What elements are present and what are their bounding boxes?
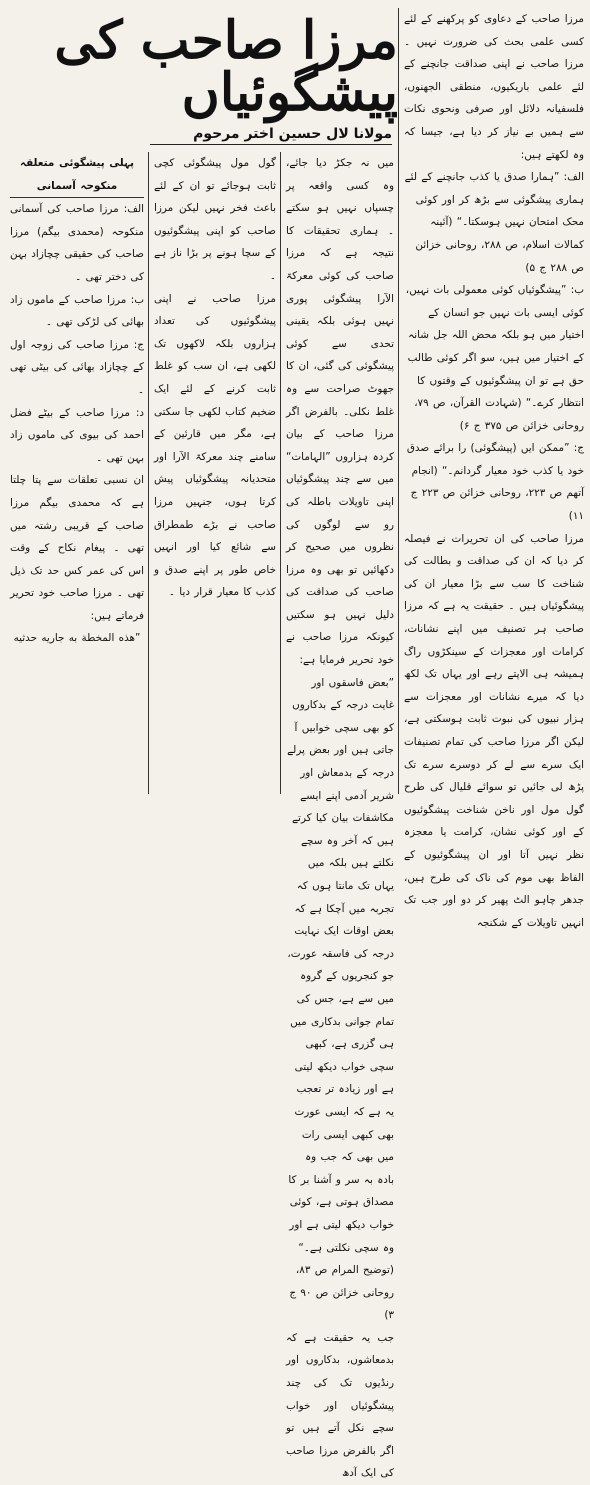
- column-rule: [148, 152, 149, 794]
- list-item: ج: مرزا صاحب کی زوجہ اول کے چچازاد بھائی کی بیٹی تھی ۔: [10, 338, 144, 396]
- column-rule: [280, 152, 281, 794]
- paragraph: گول مول پیشگوئی کچی ثابت ہوجائے تو ان کے لئے باعث فخر نہیں لیکن مرزا صاحب کو اپنی پیشگوئیوں کے سچا ہونے پر بڑا ناز ہے ۔: [154, 157, 276, 282]
- block-quote: ”بعض فاسقوں اور غایت درجہ کے بدکاروں کو بھی سچی خوابیں آ جاتی ہیں اور بعض پرلے درجہ کے بدمعاش اور شریر آدمی اپنے ایسے مکاشفات بیان کیا کرتے ہیں کہ آخر وہ سچے نکلتے ہیں بلکہ میں یہاں تک مانتا ہوں کہ تجربہ میں آچکا ہے کہ بعض اوقات ایک نہایت درجہ کی فاسقہ عورت، جو کنجریوں کے گروہ میں سے ہے، جس کی تمام جوانی بدکاری میں ہی گزری ہے، کبھی سچی خواب دیکھ لیتی ہے اور زیادہ تر تعجب یہ ہے کہ ایسی عورت بھی کبھی ایسی رات میں بھی کہ جب وہ بادہ بہ سر و آشنا بر کا مصداق ہوتی ہے، کوئی خواب دیکھ لیتی ہے اور وہ سچی نکلتی ہے۔“ (توضیح المرام ص ۸۳، روحانی خزائن ص ۹۰ ج ۳): [287, 676, 394, 1322]
- paragraph: ان نسبی تعلقات سے پتا چلتا ہے کہ محمدی بیگم مرزا صاحب کے قریبی رشتہ میں تھی ۔ پیغام نکاح کے وقت اس کی عمر کس حد تک ذیل تھی ۔ مرزا صاحب خود تحریر فرماتے ہیں:: [10, 474, 144, 622]
- quote-be: ب: ”پیشگوئیاں کوئی معمولی بات نہیں، کوئی ایسی بات نہیں جو انسان کے اختیار میں ہو بلکہ محض اللہ جل شانہ کے اختیار میں ہیں، سو اگر کوئی طالب حق ہے تو ان پیشگوئیوں کے وقتوں کا انتظار کرے۔“ (شہادت القرآن، ص ۷۹، روحانی خزائن ص ۳۷۵ ج ۶): [405, 284, 584, 432]
- paragraph: میں نہ جکڑ دیا جائے، وہ کسی واقعہ پر چسپاں نہیں ہو سکتے ۔ ہماری تحقیقات کا نتیجہ ہے کہ مرزا صاحب کی کوئی معرکۃ الآرا پیشگوئی پوری نہیں ہوئی بلکہ یقینی تحدی سے کوئی پیشگوئی کی گئی، ان کا جھوٹ صراحت سے وہ غلط نکلی۔ بالفرض اگر مرزا صاحب کے بیان کردہ ہزاروں ”الہامات“ میں سے چند پیشگوئیاں اپنی تاویلات باطلہ کی رو سے لوگوں کی نظروں میں صحیح کر دکھائیں تو بھی وہ مرزا صاحب کی صداقت کی دلیل نہیں ہو سکتیں کیونکہ مرزا صاحب نے خود تحریر فرمایا ہے:: [286, 157, 394, 667]
- arabic-quote: ”هذه المخطة به جاریه حدثیه: [13, 632, 141, 645]
- section-subheading: پہلی پیشگوئی متعلقہ منکوحہ آسمانی: [10, 152, 144, 198]
- paragraph: مرزا صاحب نے اپنی پیشگوئیوں کی تعداد ہزاروں بلکہ لاکھوں تک لکھی ہے، ان سب کو غلط ثابت کرنے کے لئے ایک ضخیم کتاب لکھی جا سکتی ہے، مگر میں قارئین کے سامنے چند معرکۃ الآرا اور متحدیانہ پیشگوئیاں پیش کرتا ہوں، جنہیں مرزا صاحب نے بڑے طمطراق سے شائع کیا اور انہیں خاص طور پر اپنے صدق و کذب کا معیار قرار دیا ۔: [153, 292, 276, 599]
- list-item: الف: مرزا صاحب کی آسمانی منکوحہ (محمدی بیگم) مرزا صاحب کی حقیقی چچازاد بہن کی دختر تھی ۔: [10, 203, 144, 283]
- paragraph: جب یہ حقیقت ہے کہ بدمعاشوں، بدکاروں اور رنڈیوں تک کی چند پیشگوئیاں اور خواب سچے نکل آتے ہیں تو اگر بالفرض مرزا صاحب کی ایک آدھ: [286, 1331, 394, 1480]
- list-item: ب: مرزا صاحب کے ماموں زاد بھائی کی لڑکی تھی ۔: [10, 293, 144, 329]
- paragraph: مرزا صاحب کے دعاوی کو پرکھنے کے لئے کسی علمی بحث کی ضرورت نہیں ۔ مرزا صاحب نے اپنی صداقت جانچنے کے لئے علمی باریکیوں، منطقی الجھنوں، فلسفیانہ دلائل اور صرفی ونحوی نکات سے ہمیں بے نیاز کر دیا ہے، جیسا کہ وہ لکھتے ہیں:: [404, 13, 584, 161]
- paragraph: مرزا صاحب کی ان تحریرات نے فیصلہ کر دیا کہ ان کی صداقت و بطالت کی شناخت کا سب سے بڑا معیار ان کی پیشگوئیاں ہیں ۔ حقیقت یہ ہے کہ مرزا صاحب ہر تصنیف میں اپنے نشانات، کرامات اور معجزات کے سینکڑوں راگ ہمیشہ ہی الاپتے رہے اور یہاں تک لکھ دیا کہ میرے نشانات اور معجزات سے ہزار نبیوں کی نبوت ثابت ہوسکتی ہے، لیکن اگر مرزا صاحب کی تمام تصنیفات ایک سرے سے لے کر دوسرے سرے تک پڑھ لی جائیں تو سوائے قلیال کی طرح گول مول اور ناخن شناخت پیشگوئیوں کے اور کوئی نشان، کرامت یا معجزہ نظر نہیں آتا اور ان پیشگوئیوں کے الفاظ بھی موم کی ناک کی طرح ہیں، جدھر چاہو الٹ پھیر کر دو اور جب تک انہیں تاویلات کے شکنجہ: [404, 532, 584, 929]
- column-3: [154, 152, 276, 794]
- column-4: [10, 152, 144, 794]
- quote-jeem: ج: ”ممکن ایں (پیشگوئی) را برائے صدق خود یا کذب خود معیار گردانم۔“ (انجام آتھم ص ۲۲۳، روحانی خزائن ص ۲۲۳ ج ۱۱): [406, 442, 584, 523]
- column-rule: [398, 8, 399, 794]
- quote-alif: الف: ”ہمارا صدق یا کذب جانچنے کے لئے ہماری پیشگوئی سے بڑھ کر اور کوئی محک امتحان نہیں ہوسکتا۔“ (آئینہ کمالات اسلام، ص ۲۸۸، روحانی خزائن ص ۲۸۸ ج ۵): [404, 171, 584, 274]
- column-2: [286, 152, 394, 1480]
- column-1: [404, 8, 584, 929]
- author-byline: مولانا لال حسین اختر مرحوم: [150, 126, 392, 145]
- list-item: د: مرزا صاحب کے بیٹے فضل احمد کی بیوی کی ماموں زاد بہن تھی ۔: [10, 406, 144, 464]
- headline-block: [10, 9, 398, 123]
- article-headline: مرزا صاحب کی پیشگوئیاں: [54, 9, 398, 123]
